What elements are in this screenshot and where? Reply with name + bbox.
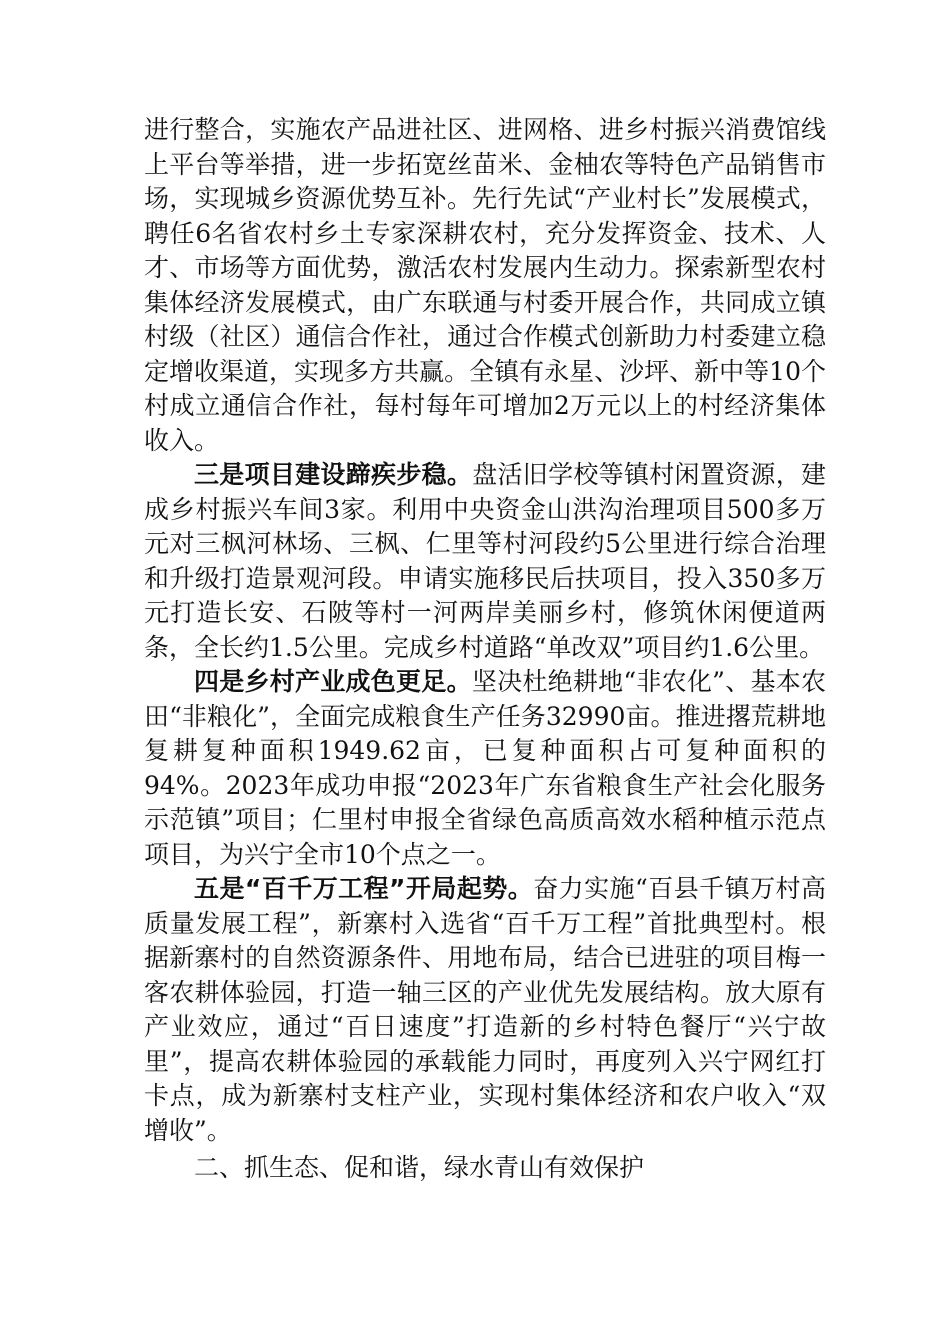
paragraph-1 (144, 113, 826, 458)
section-title: 二、抓生态、促和谐，绿水青山有效保护 (194, 1153, 645, 1182)
document-body (144, 113, 826, 1186)
paragraph-4-heading: 五是“百千万工程”开局起势。 (194, 874, 534, 903)
paragraph-4 (144, 872, 826, 1148)
paragraph-2-heading: 三是项目建设蹄疾步稳。 (194, 460, 473, 489)
paragraph-4-text: 奋力实施“百县千镇万村高质量发展工程”，新寨村入选省“百千万工程”首批典型村。根据新寨村的自然资源条件、用地布局，结合已进驻的项目梅一客农耕体验园，打造一轴三区的产业优先发展结构。放大原有产业效应，通过“百日速度”打造新的乡村特色餐厅“兴宁故里”，提高农耕体验园的承载能力同时，再度列入兴宁网红打卡点，成为新寨村支柱产业，实现村集体经济和农户收入“双增收”。 (144, 874, 826, 1145)
paragraph-2-text: 盘活旧学校等镇村闲置资源，建成乡村振兴车间3家。利用中央资金山洪沟治理项目500多万元对三枫河林场、三枫、仁里等村河段约5公里进行综合治理和升级打造景观河段。申请实施移民后扶项目，投入350多万元打造长安、石陂等村一河两岸美丽乡村，修筑休闲便道两条，全长约1.5公里。完成乡村道路“单改双”项目约1.6公里。 (144, 460, 826, 662)
paragraph-1-text: 进行整合，实施农产品进社区、进网格、进乡村振兴消费馆线上平台等举措，进一步拓宽丝苗米、金柚农等特色产品销售市场，实现城乡资源优势互补。先行先试“产业村长”发展模式，聘任6名省农村乡土专家深耕农村，充分发挥资金、技术、人才、市场等方面优势，激活农村发展内生动力。探索新型农村集体经济发展模式，由广东联通与村委开展合作，共同成立镇村级（社区）通信合作社，通过合作模式创新助力村委建立稳定增收渠道，实现多方共赢。全镇有永星、沙坪、新中等10个村成立通信合作社，每村每年可增加2万元以上的村经济集体收入。 (144, 115, 826, 455)
paragraph-3 (144, 665, 826, 872)
paragraph-3-heading: 四是乡村产业成色更足。 (194, 667, 472, 696)
paragraph-3-text: 坚决杜绝耕地“非农化”、基本农田“非粮化”，全面完成粮食生产任务32990亩。推进撂荒耕地复耕复种面积1949.62亩，已复种面积占可复种面积的94%。2023年成功申报“2023年广东省粮食生产社会化服务示范镇”项目；仁里村申报全省绿色高质高效水稻种植示范点项目，为兴宁全市10个点之一。 (144, 667, 826, 869)
paragraph-2 (144, 458, 826, 665)
